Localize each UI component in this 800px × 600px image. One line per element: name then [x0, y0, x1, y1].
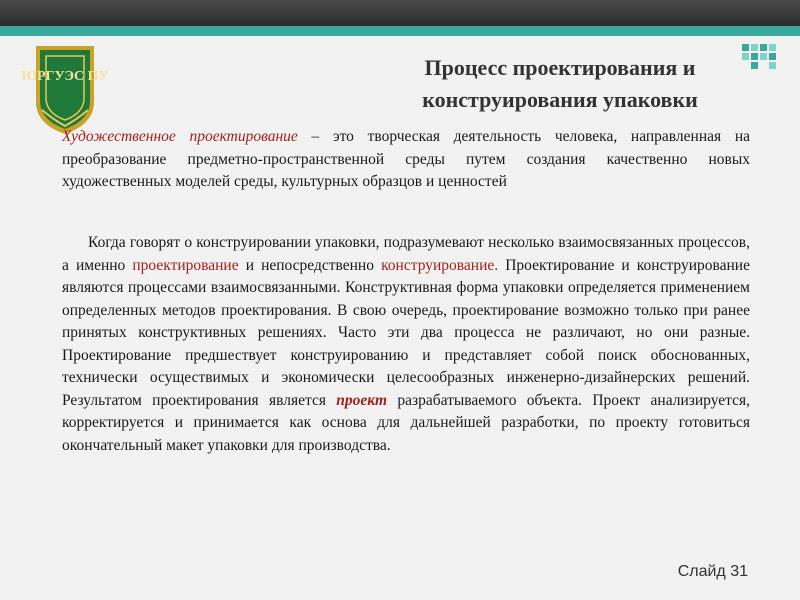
term-design: проектирование — [132, 256, 239, 274]
term-art-design: Художественное проектирование — [62, 128, 298, 145]
top-bar — [0, 0, 800, 26]
term-project: проект — [336, 391, 388, 409]
definition-text: – это творческая деятельность человека, направленная на преобразование предметно-пространственной среды путем создания качественно новых художественных моделей среды, культурных образцов и ценностей — [62, 128, 750, 190]
university-logo — [21, 40, 109, 136]
slide-title: Процесс проектирования и конструирования упаковки — [422, 55, 698, 112]
paragraph-definition — [62, 126, 750, 194]
slide-number: Слайд 31 — [677, 563, 748, 580]
accent-bar — [0, 26, 800, 36]
paragraph2-part2: и непосредственно — [238, 256, 382, 274]
paragraph2-part4: разрабатываемого объекта. Проект анализируется, корректируется и принимается как основа для дальнейшей разработки, по проекту готовиться окончательный макет упаковки для производства. — [62, 391, 750, 454]
term-construction: конструирование. — [381, 256, 499, 274]
paragraph2-part1: Когда говорят о конструировании упаковки, подразумевают несколько взаимосвязанных процессов, а именно — [62, 234, 750, 274]
paragraph-construction — [62, 232, 750, 457]
logo-text-top: ЮРГУЭС ПУ — [21, 69, 109, 84]
paragraph2-part3: Проектирование и конструирование являются процессами взаимосвязанными. Конструктивная форма упаковки определяется применением определенных методов проектирования. В свою очередь, проектирование возможно только при ранее принятых конструктивных решениях. Часто эти два процесса не различают, но они разные. Проектирование предшествует конструированию и представляет собой поиск обоснованных, технически осуществимых и экономически целесообразных инженерно-дизайнерских решений. Результатом проектирования является — [62, 256, 750, 409]
